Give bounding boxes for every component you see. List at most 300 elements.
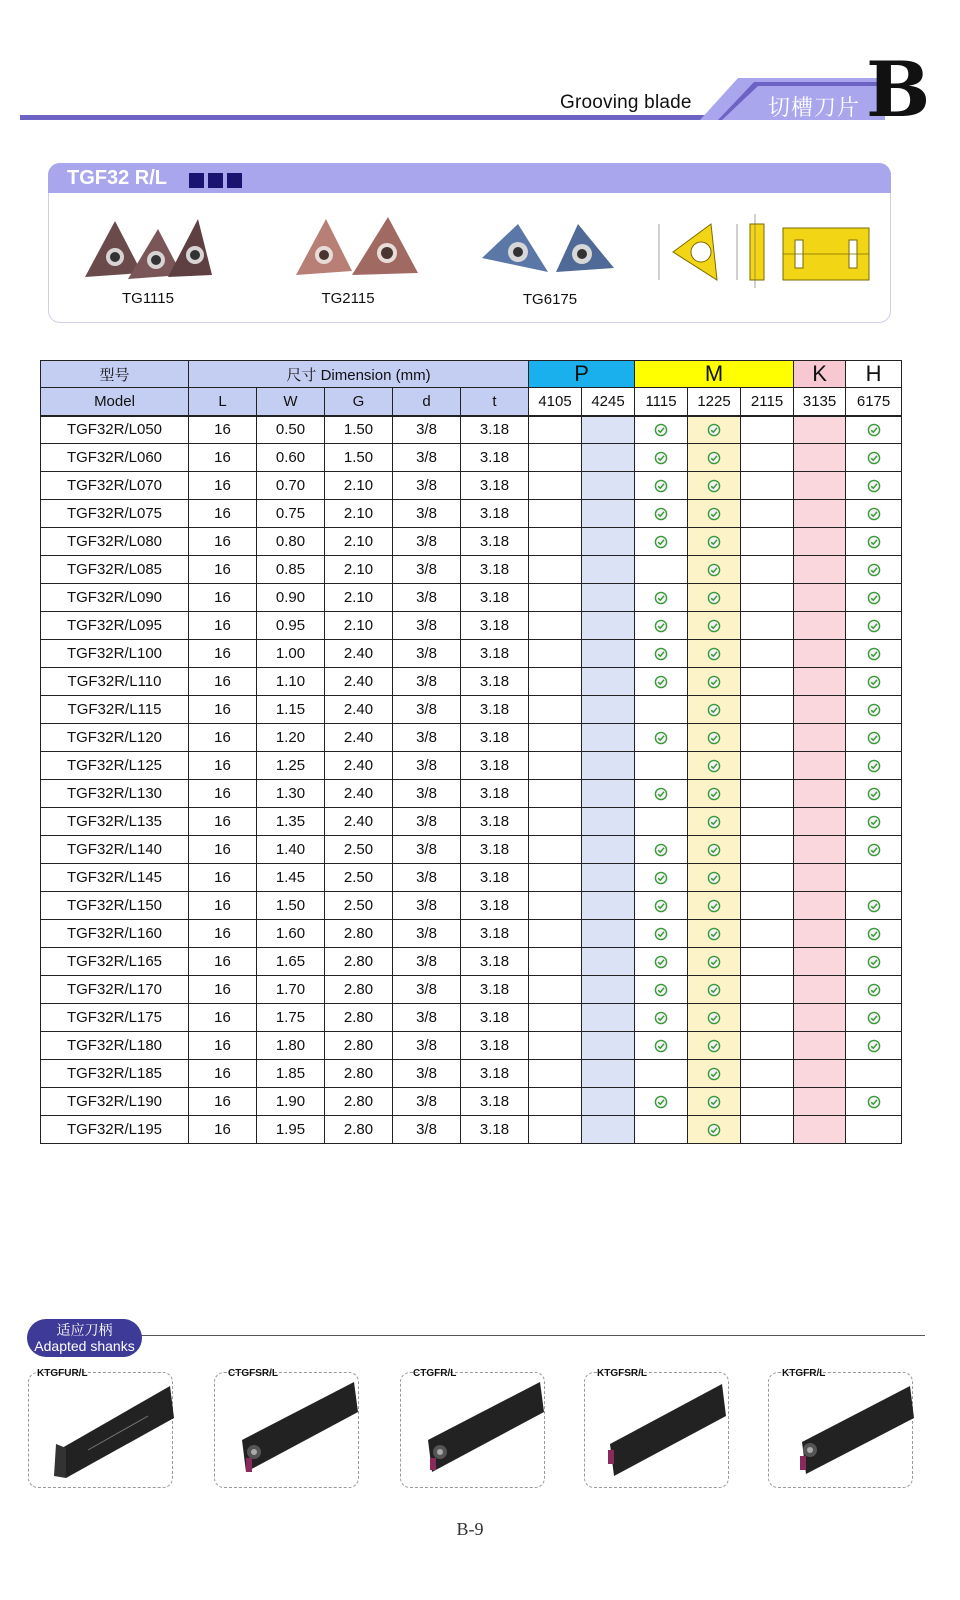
col-header-L: L: [189, 388, 257, 416]
cell-grade-1225: [688, 836, 741, 864]
cell-grade-1115: [635, 556, 688, 584]
group-m-header: M: [635, 361, 794, 388]
section-letter: B: [866, 45, 931, 134]
cell-grade-4245: [582, 1004, 635, 1032]
check-icon: [707, 1067, 721, 1081]
cell-grade-1225: [688, 416, 741, 444]
grade-header-2115: 2115: [741, 388, 794, 416]
cell-G: 2.10: [325, 556, 393, 584]
cell-grade-4105: [529, 640, 582, 668]
table-row: [41, 1088, 902, 1116]
cell-grade-4245: [582, 948, 635, 976]
cell-L: 16: [189, 948, 257, 976]
cell-grade-2115: [741, 780, 794, 808]
check-icon: [654, 451, 668, 465]
table-row: [41, 1060, 902, 1088]
cell-d: 3/8: [393, 892, 461, 920]
shanks-rule: [140, 1335, 925, 1336]
cell-d: 3/8: [393, 948, 461, 976]
cell-grade-2115: [741, 1088, 794, 1116]
cell-L: 16: [189, 752, 257, 780]
table-row: [41, 724, 902, 752]
check-icon: [707, 787, 721, 801]
cell-grade-6175: [846, 640, 902, 668]
cell-W: 0.50: [257, 416, 325, 444]
cell-grade-4105: [529, 444, 582, 472]
cell-t: 3.18: [461, 948, 529, 976]
cell-grade-4245: [582, 416, 635, 444]
cell-L: 16: [189, 724, 257, 752]
cell-L: 16: [189, 612, 257, 640]
cell-grade-1115: [635, 1032, 688, 1060]
cell-W: 0.85: [257, 556, 325, 584]
check-icon: [867, 899, 881, 913]
check-icon: [654, 787, 668, 801]
cell-grade-6175: [846, 472, 902, 500]
check-icon: [654, 1011, 668, 1025]
cell-grade-3135: [794, 444, 846, 472]
table-row: [41, 556, 902, 584]
cell-d: 3/8: [393, 612, 461, 640]
shank-tool-image: [600, 1378, 730, 1478]
cell-model: TGF32R/L135: [41, 808, 189, 836]
insert-label: TG6175: [522, 291, 578, 308]
cell-W: 0.70: [257, 472, 325, 500]
cell-grade-3135: [794, 752, 846, 780]
group-h-header: H: [846, 361, 902, 388]
cell-d: 3/8: [393, 1060, 461, 1088]
cell-G: 2.80: [325, 1060, 393, 1088]
cell-grade-2115: [741, 976, 794, 1004]
check-icon: [867, 1011, 881, 1025]
cell-grade-3135: [794, 1004, 846, 1032]
cell-d: 3/8: [393, 668, 461, 696]
cell-grade-2115: [741, 724, 794, 752]
grade-header-4245: 4245: [582, 388, 635, 416]
cell-grade-6175: [846, 780, 902, 808]
insert-label: TG2115: [321, 290, 375, 307]
cell-G: 2.40: [325, 752, 393, 780]
cell-grade-1225: [688, 1088, 741, 1116]
cell-grade-6175: [846, 808, 902, 836]
cell-grade-1225: [688, 864, 741, 892]
cell-grade-4245: [582, 892, 635, 920]
cell-t: 3.18: [461, 556, 529, 584]
cell-grade-6175: [846, 444, 902, 472]
cell-W: 1.50: [257, 892, 325, 920]
cell-d: 3/8: [393, 752, 461, 780]
cell-grade-6175: [846, 920, 902, 948]
check-icon: [867, 927, 881, 941]
cell-grade-1225: [688, 472, 741, 500]
cell-grade-4105: [529, 780, 582, 808]
cell-grade-4245: [582, 752, 635, 780]
grade-header-1225: 1225: [688, 388, 741, 416]
cell-grade-4245: [582, 612, 635, 640]
cell-t: 3.18: [461, 836, 529, 864]
cell-G: 2.10: [325, 500, 393, 528]
cell-grade-4245: [582, 696, 635, 724]
cell-grade-6175: [846, 1032, 902, 1060]
cell-G: 2.40: [325, 780, 393, 808]
cell-t: 3.18: [461, 696, 529, 724]
cell-W: 1.85: [257, 1060, 325, 1088]
cell-W: 1.30: [257, 780, 325, 808]
cell-model: TGF32R/L185: [41, 1060, 189, 1088]
cell-grade-2115: [741, 584, 794, 612]
cell-G: 2.80: [325, 920, 393, 948]
cell-grade-4105: [529, 584, 582, 612]
check-icon: [707, 1039, 721, 1053]
table-row: [41, 752, 902, 780]
table-row: [41, 500, 902, 528]
cell-L: 16: [189, 892, 257, 920]
title-square-icon: [208, 173, 223, 188]
cell-grade-1225: [688, 920, 741, 948]
cell-G: 2.40: [325, 640, 393, 668]
cell-grade-1225: [688, 780, 741, 808]
check-icon: [867, 535, 881, 549]
check-icon: [707, 675, 721, 689]
cell-grade-6175: [846, 416, 902, 444]
cell-grade-4105: [529, 892, 582, 920]
cell-grade-2115: [741, 836, 794, 864]
cell-grade-4105: [529, 556, 582, 584]
cell-grade-1225: [688, 948, 741, 976]
shank-tool-image: [786, 1378, 916, 1478]
check-icon: [707, 535, 721, 549]
table-row: [41, 612, 902, 640]
cell-grade-4245: [582, 500, 635, 528]
cell-grade-2115: [741, 444, 794, 472]
cell-grade-1115: [635, 444, 688, 472]
cell-grade-4245: [582, 1032, 635, 1060]
cell-t: 3.18: [461, 668, 529, 696]
check-icon: [707, 1123, 721, 1137]
cell-W: 1.10: [257, 668, 325, 696]
cell-L: 16: [189, 444, 257, 472]
cell-G: 2.40: [325, 668, 393, 696]
check-icon: [867, 451, 881, 465]
cell-grade-4245: [582, 780, 635, 808]
cell-model: TGF32R/L070: [41, 472, 189, 500]
check-icon: [867, 787, 881, 801]
cell-W: 1.60: [257, 920, 325, 948]
check-icon: [654, 843, 668, 857]
check-icon: [867, 759, 881, 773]
check-icon: [707, 927, 721, 941]
cell-grade-4245: [582, 864, 635, 892]
cell-grade-3135: [794, 584, 846, 612]
cell-t: 3.18: [461, 780, 529, 808]
cell-grade-1115: [635, 668, 688, 696]
cell-L: 16: [189, 416, 257, 444]
cell-grade-6175: [846, 892, 902, 920]
cell-d: 3/8: [393, 864, 461, 892]
cell-grade-3135: [794, 920, 846, 948]
dimension-drawing: [655, 210, 875, 292]
cell-W: 0.80: [257, 528, 325, 556]
cell-model: TGF32R/L130: [41, 780, 189, 808]
cell-d: 3/8: [393, 416, 461, 444]
cell-t: 3.18: [461, 444, 529, 472]
cell-model: TGF32R/L195: [41, 1116, 189, 1144]
cell-grade-4105: [529, 836, 582, 864]
cell-W: 1.25: [257, 752, 325, 780]
check-icon: [654, 535, 668, 549]
cell-t: 3.18: [461, 1116, 529, 1144]
cell-model: TGF32R/L100: [41, 640, 189, 668]
check-icon: [707, 955, 721, 969]
table-row: [41, 948, 902, 976]
cell-grade-2115: [741, 556, 794, 584]
check-icon: [654, 675, 668, 689]
table-row: [41, 584, 902, 612]
cell-L: 16: [189, 808, 257, 836]
check-icon: [867, 815, 881, 829]
cell-model: TGF32R/L110: [41, 668, 189, 696]
cell-grade-1225: [688, 1116, 741, 1144]
cell-grade-1115: [635, 836, 688, 864]
check-icon: [654, 619, 668, 633]
shank-name: KTGFSR/L: [597, 1368, 647, 1379]
cell-grade-1115: [635, 1116, 688, 1144]
product-card-header: [48, 163, 891, 193]
header-rule: [20, 115, 780, 120]
check-icon: [707, 507, 721, 521]
page-number: B-9: [456, 1519, 484, 1539]
cell-grade-1225: [688, 752, 741, 780]
cell-grade-4245: [582, 584, 635, 612]
check-icon: [654, 1039, 668, 1053]
cell-d: 3/8: [393, 444, 461, 472]
cell-grade-1225: [688, 1060, 741, 1088]
cell-grade-3135: [794, 1088, 846, 1116]
cell-grade-2115: [741, 528, 794, 556]
cell-L: 16: [189, 584, 257, 612]
check-icon: [867, 563, 881, 577]
cell-L: 16: [189, 780, 257, 808]
cell-grade-1115: [635, 416, 688, 444]
cell-model: TGF32R/L165: [41, 948, 189, 976]
table-row: [41, 696, 902, 724]
check-icon: [707, 759, 721, 773]
cell-grade-2115: [741, 948, 794, 976]
insert-tg1115-image: [80, 215, 215, 285]
cell-W: 1.35: [257, 808, 325, 836]
group-p-header: P: [529, 361, 635, 388]
check-icon: [654, 731, 668, 745]
cell-d: 3/8: [393, 584, 461, 612]
shanks-title-cn: 适应刀柄: [56, 1322, 113, 1338]
cell-grade-4105: [529, 948, 582, 976]
cell-G: 2.10: [325, 472, 393, 500]
group-k-header: K: [794, 361, 846, 388]
cell-grade-2115: [741, 416, 794, 444]
shank-name: CTGFSR/L: [228, 1368, 278, 1379]
table-row: [41, 528, 902, 556]
cell-t: 3.18: [461, 1004, 529, 1032]
cell-L: 16: [189, 1088, 257, 1116]
cell-grade-4245: [582, 1088, 635, 1116]
shank-name: CTGFR/L: [413, 1368, 457, 1379]
cell-grade-1225: [688, 668, 741, 696]
cell-grade-4245: [582, 724, 635, 752]
shanks-title-badge: [27, 1319, 142, 1357]
cell-W: 1.65: [257, 948, 325, 976]
cell-grade-4105: [529, 1116, 582, 1144]
check-icon: [654, 507, 668, 521]
cell-d: 3/8: [393, 836, 461, 864]
check-icon: [707, 563, 721, 577]
cell-grade-1225: [688, 556, 741, 584]
cell-L: 16: [189, 668, 257, 696]
cell-grade-4105: [529, 472, 582, 500]
cell-grade-3135: [794, 556, 846, 584]
cell-model: TGF32R/L160: [41, 920, 189, 948]
check-icon: [654, 983, 668, 997]
table-row: [41, 976, 902, 1004]
cell-grade-3135: [794, 416, 846, 444]
cell-t: 3.18: [461, 724, 529, 752]
cell-grade-6175: [846, 1088, 902, 1116]
cell-grade-3135: [794, 836, 846, 864]
cell-d: 3/8: [393, 808, 461, 836]
cell-grade-2115: [741, 752, 794, 780]
check-icon: [707, 647, 721, 661]
cell-L: 16: [189, 836, 257, 864]
cell-grade-1225: [688, 696, 741, 724]
cell-grade-2115: [741, 1004, 794, 1032]
spec-table: [40, 360, 902, 1144]
cell-G: 2.10: [325, 612, 393, 640]
cell-W: 1.20: [257, 724, 325, 752]
header-title-en: Grooving blade: [560, 92, 692, 113]
check-icon: [707, 899, 721, 913]
table-row: [41, 808, 902, 836]
cell-grade-4105: [529, 696, 582, 724]
cell-grade-3135: [794, 696, 846, 724]
grade-header-6175: 6175: [846, 388, 902, 416]
cell-d: 3/8: [393, 724, 461, 752]
cell-t: 3.18: [461, 808, 529, 836]
cell-t: 3.18: [461, 472, 529, 500]
cell-W: 0.60: [257, 444, 325, 472]
cell-L: 16: [189, 500, 257, 528]
cell-W: 1.15: [257, 696, 325, 724]
cell-grade-1115: [635, 1088, 688, 1116]
cell-d: 3/8: [393, 640, 461, 668]
cell-grade-4245: [582, 976, 635, 1004]
check-icon: [654, 479, 668, 493]
check-icon: [654, 927, 668, 941]
title-square-icon: [227, 173, 242, 188]
check-icon: [707, 1011, 721, 1025]
cell-grade-4245: [582, 528, 635, 556]
cell-grade-6175: [846, 1060, 902, 1088]
cell-grade-6175: [846, 556, 902, 584]
cell-grade-4105: [529, 416, 582, 444]
check-icon: [867, 647, 881, 661]
cell-d: 3/8: [393, 472, 461, 500]
cell-L: 16: [189, 920, 257, 948]
cell-grade-6175: [846, 696, 902, 724]
cell-grade-1115: [635, 612, 688, 640]
cell-grade-6175: [846, 584, 902, 612]
cell-grade-6175: [846, 752, 902, 780]
cell-L: 16: [189, 528, 257, 556]
cell-model: TGF32R/L140: [41, 836, 189, 864]
cell-grade-4245: [582, 668, 635, 696]
cell-L: 16: [189, 1060, 257, 1088]
cell-t: 3.18: [461, 612, 529, 640]
cell-grade-4105: [529, 612, 582, 640]
cell-d: 3/8: [393, 1004, 461, 1032]
check-icon: [707, 703, 721, 717]
col-header-d: d: [393, 388, 461, 416]
cell-grade-1115: [635, 948, 688, 976]
check-icon: [654, 647, 668, 661]
check-icon: [654, 899, 668, 913]
cell-grade-1115: [635, 976, 688, 1004]
shank-tool-image: [418, 1378, 548, 1478]
cell-L: 16: [189, 556, 257, 584]
table-row: [41, 780, 902, 808]
cell-grade-6175: [846, 864, 902, 892]
cell-grade-1115: [635, 640, 688, 668]
cell-model: TGF32R/L115: [41, 696, 189, 724]
cell-grade-6175: [846, 1116, 902, 1144]
cell-grade-6175: [846, 612, 902, 640]
cell-t: 3.18: [461, 1060, 529, 1088]
cell-grade-6175: [846, 528, 902, 556]
cell-grade-4245: [582, 472, 635, 500]
cell-grade-3135: [794, 528, 846, 556]
cell-G: 2.80: [325, 1032, 393, 1060]
cell-grade-4105: [529, 724, 582, 752]
cell-grade-6175: [846, 836, 902, 864]
cell-grade-1115: [635, 1060, 688, 1088]
check-icon: [707, 843, 721, 857]
check-icon: [707, 619, 721, 633]
cell-grade-4105: [529, 500, 582, 528]
cell-grade-1115: [635, 808, 688, 836]
check-icon: [707, 731, 721, 745]
cell-grade-2115: [741, 500, 794, 528]
cell-G: 2.80: [325, 1116, 393, 1144]
cell-model: TGF32R/L170: [41, 976, 189, 1004]
shank-name: KTGFUR/L: [37, 1368, 88, 1379]
cell-G: 2.80: [325, 1004, 393, 1032]
cell-grade-1115: [635, 528, 688, 556]
product-title: TGF32 R/L: [67, 167, 168, 189]
cell-G: 2.50: [325, 836, 393, 864]
cell-L: 16: [189, 976, 257, 1004]
table-row: [41, 444, 902, 472]
check-icon: [867, 731, 881, 745]
cell-t: 3.18: [461, 1088, 529, 1116]
cell-grade-2115: [741, 640, 794, 668]
grade-header-4105: 4105: [529, 388, 582, 416]
cell-grade-3135: [794, 864, 846, 892]
cell-grade-1225: [688, 724, 741, 752]
cell-W: 0.90: [257, 584, 325, 612]
cell-t: 3.18: [461, 528, 529, 556]
cell-grade-3135: [794, 640, 846, 668]
cell-grade-3135: [794, 472, 846, 500]
cell-L: 16: [189, 1116, 257, 1144]
cell-grade-1225: [688, 500, 741, 528]
